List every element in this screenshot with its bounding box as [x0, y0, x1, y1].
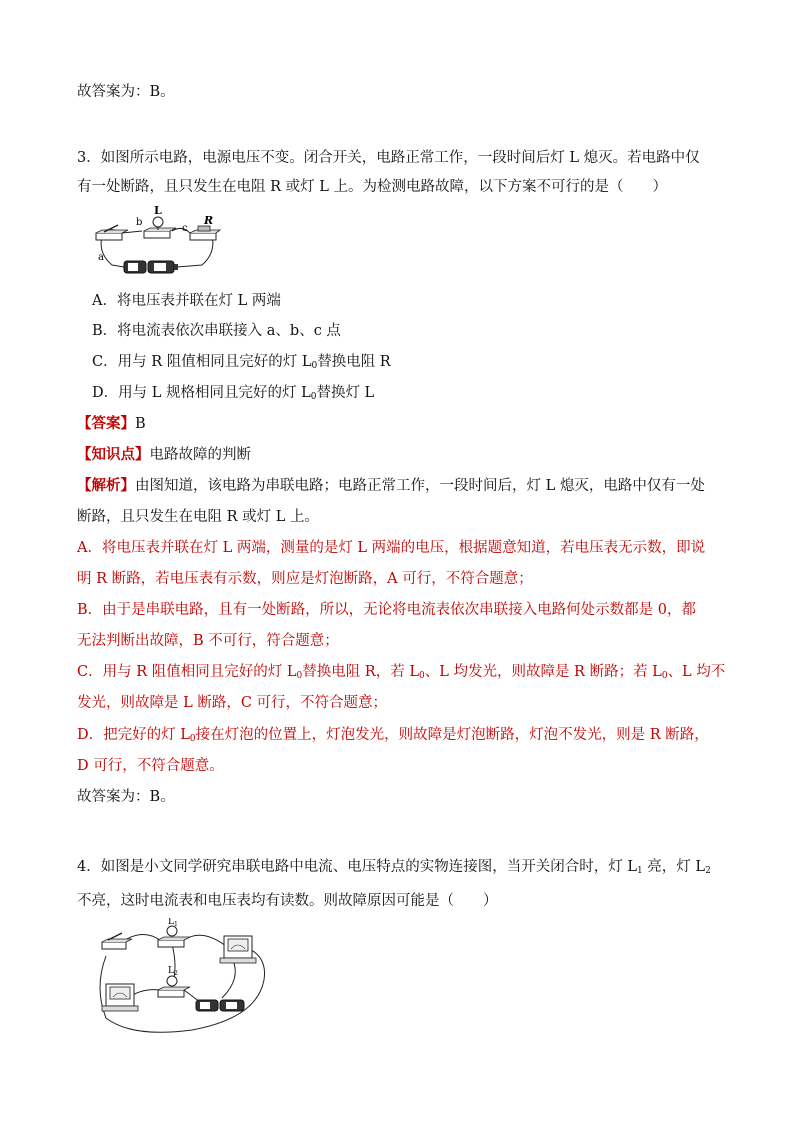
subscript: 1 [636, 866, 643, 876]
subscript: 0 [296, 671, 303, 681]
q4-stem-line2: 不亮，这时电流表和电压表均有读数。则故障原因可能是（ ） [77, 893, 498, 909]
text: 亮，灯 L [642, 859, 706, 875]
q3-stem-line2: 有一处断路，且只发生在电阻 R 或灯 L 上。为检测电路故障，以下方案不可行的是（ ） [77, 179, 667, 195]
text: C．用与 R 阻值相同且完好的灯 L [92, 354, 312, 370]
q3-analysis-b1: B．由于是串联电路，且有一处断路，所以，无论将电流表依次串联接入电路何处示数都是 0，都 [77, 602, 696, 618]
text: 替换灯 L [316, 385, 375, 401]
previous-answer: 故答案为：B。 [77, 84, 175, 100]
label-a: a [98, 252, 104, 263]
wire-a [101, 237, 124, 267]
q3-analysis-line2: 断路，且只发生在电阻 R 或灯 L 上。 [77, 509, 319, 525]
q4-circuit-figure [92, 918, 272, 1040]
q3-analysis-a1: A．将电压表并联在灯 L 两端，测量的是灯 L 两端的电压，根据题意知道，若电压表无示数，即说 [77, 540, 706, 556]
lamp-icon [144, 217, 176, 238]
q3-analysis-d1 [77, 725, 709, 749]
analysis-label: 【解析】 [77, 477, 135, 494]
text: 接在灯泡的位置上，灯泡发光，则故障是灯泡断路，灯泡不发光，则是 R 断路， [195, 727, 709, 743]
lamp-l2-icon [158, 976, 190, 997]
answer-value: B [135, 416, 146, 432]
q3-analysis-d2: D 可行，不符合题意。 [77, 758, 224, 774]
text: 4．如图是小文同学研究串联电路中电流、电压特点的实物连接图，当开关闭合时，灯 L [77, 859, 637, 875]
knowledge-value: 电路故障的判断 [149, 447, 251, 463]
knowledge-label: 【知识点】 [77, 446, 150, 463]
text: 、L 均不 [667, 664, 726, 680]
subscript: 0 [189, 734, 196, 744]
q3-analysis-a2: 明 R 断路，若电压表有示数，则应是灯泡断路，A 可行，不符合题意； [77, 571, 533, 587]
q3-stem-line1: 3．如图所示电路，电源电压不变。闭合开关，电路正常工作，一段时间后灯 L 熄灭。若电路中仅 [77, 150, 700, 166]
text: 替换电阻 R，若 L [302, 664, 419, 680]
voltmeter-icon [220, 936, 256, 963]
label-b: b [136, 217, 143, 228]
text: D．把完好的灯 L [77, 727, 190, 743]
label-l1: $L_1$ [168, 918, 178, 928]
text: 替换电阻 R [317, 354, 391, 370]
q4-stem-line1 [77, 857, 711, 881]
q3-option-b: B．将电流表依次串联接入 a、b、c 点 [92, 323, 341, 339]
text: 由图知道，该电路为串联电路；电路正常工作，一段时间后，灯 L 熄灭，电路中仅有一处 [135, 478, 705, 494]
text: D．用与 L 规格相同且完好的灯 L [92, 385, 311, 401]
answer-label: 【答案】 [77, 415, 135, 432]
q3-analysis-line1 [77, 476, 705, 496]
lamp-l1-icon [158, 926, 190, 947]
q3-option-a: A．将电压表并联在灯 L 两端 [92, 293, 281, 309]
text: 、L 均发光，则故障是 R 断路；若 L [424, 664, 662, 680]
subscript: 0 [661, 671, 668, 681]
q3-analysis-c2: 发光，则故障是 L 断路，C 可行，不符合题意； [77, 695, 388, 711]
q3-analysis-c1 [77, 662, 725, 686]
subscript: 0 [418, 671, 425, 681]
battery-icon [196, 1000, 244, 1011]
subscript: 0 [311, 361, 318, 371]
switch-icon [102, 933, 132, 949]
q3-final-answer: 故答案为：B。 [77, 789, 175, 805]
label-c: c [182, 223, 188, 234]
q3-circuit-figure [92, 203, 222, 278]
q3-answer [77, 414, 146, 434]
q3-knowledge [77, 445, 251, 465]
q3-analysis-b2: 无法判断出故障，B 不可行，符合题意； [77, 633, 339, 649]
text: C．用与 R 阻值相同且完好的灯 L [77, 664, 297, 680]
label-l2: $L_2$ [168, 966, 178, 977]
label-R: R [204, 214, 214, 227]
switch-icon [96, 225, 128, 240]
label-L: L [154, 204, 162, 217]
subscript: 0 [310, 392, 317, 402]
resistor-icon [190, 226, 220, 240]
q3-option-d [92, 383, 374, 407]
ammeter-icon [102, 984, 138, 1011]
subscript: 2 [705, 866, 711, 876]
battery-icon [124, 261, 178, 273]
q3-option-c [92, 352, 391, 376]
